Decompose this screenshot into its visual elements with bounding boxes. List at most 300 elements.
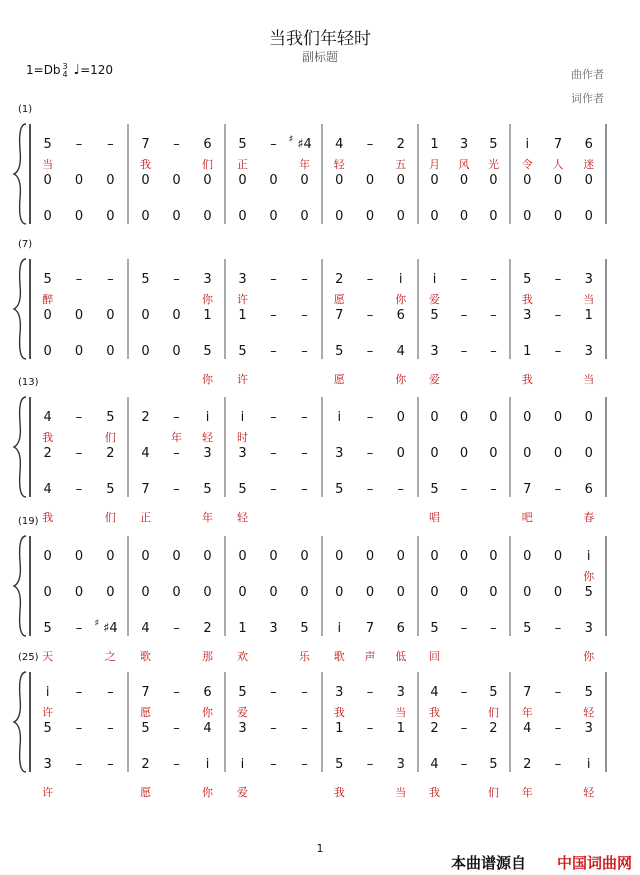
- lyric-syllable: 当: [395, 786, 407, 799]
- note-cell: –: [366, 721, 374, 736]
- barlines: [0, 110, 640, 230]
- note-cell: 4: [396, 344, 405, 359]
- note-cell: 4: [141, 446, 150, 461]
- lyric-syllable: 我: [333, 706, 345, 719]
- note-cell: 3: [396, 757, 405, 772]
- note-cell: 0: [141, 549, 150, 564]
- note-cell: 5: [43, 721, 52, 736]
- note-cell: 0: [172, 308, 181, 323]
- note-cell: 7: [335, 308, 344, 323]
- note-cell: 0: [430, 173, 439, 188]
- note-cell: 0: [172, 209, 181, 224]
- note-cell: –: [270, 410, 277, 425]
- note-cell: –: [554, 757, 562, 772]
- note-cell: –: [554, 482, 562, 497]
- note-cell: –: [460, 621, 468, 636]
- note-cell: 2: [335, 272, 344, 287]
- system-number: (19): [18, 516, 39, 527]
- note-cell: 4: [203, 721, 212, 736]
- lyric-syllable: 低: [395, 650, 407, 663]
- note-cell: 0: [396, 446, 405, 461]
- barlines: [0, 245, 640, 365]
- note-cell: i: [240, 757, 245, 772]
- note-cell: –: [75, 482, 83, 497]
- note-cell: –: [301, 344, 308, 359]
- source-label: 本曲谱源自: [450, 854, 526, 872]
- note-cell: 0: [106, 344, 115, 359]
- note-cell: –: [75, 757, 83, 772]
- note-cell: 5: [523, 621, 532, 636]
- lyric-syllable: 天: [42, 650, 54, 663]
- note-cell: –: [173, 757, 180, 772]
- note-cell: –: [173, 272, 180, 287]
- lyric-syllable: 我: [429, 786, 441, 799]
- site-name: 中国词曲网: [556, 854, 632, 872]
- note-cell: –: [397, 482, 404, 497]
- note-cell: –: [366, 410, 374, 425]
- note-cell: 0: [43, 173, 52, 188]
- note-cell: 0: [74, 549, 84, 564]
- note-cell: 3: [584, 621, 593, 636]
- note-cell: 0: [459, 173, 469, 188]
- note-cell: 0: [584, 209, 593, 224]
- note-cell: –: [301, 721, 308, 736]
- note-cell: 0: [269, 585, 278, 600]
- note-cell: 5: [489, 137, 498, 152]
- note-cell: 0: [584, 173, 593, 188]
- lyric-syllable: 当: [395, 706, 407, 719]
- lyric-syllable: 轻: [236, 511, 248, 524]
- system-number: (13): [18, 377, 39, 388]
- note-cell: –: [270, 446, 277, 461]
- lyric-syllable: 时: [236, 431, 248, 444]
- note-cell: –: [366, 482, 374, 497]
- note-cell: 5: [523, 272, 532, 287]
- note-cell: 0: [203, 585, 212, 600]
- note-cell: 0: [553, 410, 563, 425]
- note-cell: 5: [43, 137, 52, 152]
- lyric-syllable: 我: [333, 786, 345, 799]
- note-cell: –: [366, 757, 374, 772]
- note-cell: 0: [365, 173, 375, 188]
- note-cell: 2: [43, 446, 52, 461]
- note-cell: i: [525, 137, 530, 152]
- note-cell: –: [301, 757, 308, 772]
- note-cell: 0: [335, 173, 344, 188]
- time-signature-top: 3: [62, 61, 68, 71]
- note-cell: 0: [106, 173, 115, 188]
- note-cell: –: [173, 137, 180, 152]
- note-cell: 7: [523, 685, 532, 700]
- note-cell: –: [107, 757, 114, 772]
- note-cell: 5: [141, 272, 150, 287]
- note-cell: 0: [172, 549, 181, 564]
- note-cell: –: [270, 137, 277, 152]
- system-brace: [14, 124, 26, 224]
- note-cell: 0: [430, 585, 439, 600]
- lyric-syllable: 许: [42, 706, 54, 719]
- note-cell: 0: [74, 173, 84, 188]
- note-cell: 0: [396, 209, 405, 224]
- note-cell: –: [301, 685, 308, 700]
- note-cell: 0: [553, 173, 563, 188]
- note-cell: 3: [203, 272, 212, 287]
- note-cell: –: [173, 621, 180, 636]
- note-cell: 4: [523, 721, 532, 736]
- lyric-syllable: 当: [583, 373, 595, 386]
- note-cell: –: [460, 308, 468, 323]
- lyric-syllable: 我: [139, 158, 151, 171]
- note-cell: 1: [203, 308, 212, 323]
- note-cell: 5: [430, 621, 439, 636]
- note-cell: i: [398, 272, 403, 287]
- key-signature: 1=Db: [26, 63, 61, 77]
- note-cell: 1: [523, 344, 532, 359]
- note-cell: –: [301, 482, 308, 497]
- lyric-syllable: 轻: [583, 786, 595, 799]
- note-cell: 5: [335, 757, 344, 772]
- note-cell: –: [460, 685, 468, 700]
- quarter-note-icon: ♩: [73, 62, 81, 78]
- note-cell: 5: [489, 757, 498, 772]
- time-signature: [63, 63, 68, 79]
- note-cell: 0: [335, 209, 344, 224]
- note-cell: –: [554, 721, 562, 736]
- note-cell: 7: [365, 621, 375, 636]
- note-cell: 0: [489, 410, 498, 425]
- note-cell: 7: [141, 137, 150, 152]
- note-cell: 5: [238, 482, 247, 497]
- note-cell: 5: [43, 272, 52, 287]
- score-system: [0, 239, 640, 386]
- note-cell: 0: [523, 549, 532, 564]
- note-cell: ♯ ♯4: [100, 622, 120, 636]
- note-cell: –: [107, 685, 114, 700]
- note-cell: 3: [238, 446, 247, 461]
- note-cell: 5: [106, 482, 115, 497]
- note-cell: –: [460, 272, 468, 287]
- note-cell: 5: [238, 137, 247, 152]
- note-cell: 4: [43, 482, 52, 497]
- note-cell: –: [270, 757, 277, 772]
- lyric-syllable: 你: [583, 650, 595, 663]
- note-cell: –: [366, 137, 374, 152]
- lyric-syllable: 爱: [429, 373, 441, 386]
- lyric-syllable: 们: [202, 158, 214, 171]
- score-system: [0, 104, 640, 230]
- note-cell: 7: [141, 482, 150, 497]
- note-cell: –: [460, 721, 468, 736]
- note-cell: 4: [335, 137, 344, 152]
- note-cell: 0: [43, 308, 52, 323]
- note-cell: 0: [300, 209, 309, 224]
- lyric-syllable: 歌: [333, 650, 345, 663]
- note-cell: 6: [584, 482, 593, 497]
- note-cell: 0: [238, 173, 247, 188]
- note-cell: 4: [430, 685, 439, 700]
- note-cell: –: [75, 446, 83, 461]
- lyricist-credit: 词作者: [571, 92, 604, 105]
- note-cell: –: [490, 482, 497, 497]
- note-cell: –: [490, 272, 497, 287]
- note-cell: –: [490, 344, 497, 359]
- lyric-syllable: 爱: [236, 706, 248, 719]
- note-cell: 5: [430, 308, 439, 323]
- note-cell: 5: [430, 482, 439, 497]
- note-cell: 6: [396, 621, 405, 636]
- note-cell: 3: [523, 308, 532, 323]
- note-cell: 3: [335, 685, 344, 700]
- note-cell: 0: [203, 173, 212, 188]
- note-cell: i: [337, 621, 342, 636]
- note-cell: 0: [396, 549, 405, 564]
- note-cell: –: [75, 137, 83, 152]
- note-cell: 6: [203, 137, 212, 152]
- note-cell: 0: [238, 209, 247, 224]
- note-cell: 5: [43, 621, 52, 636]
- note-cell: –: [107, 721, 114, 736]
- note-cell: 3: [396, 685, 405, 700]
- note-cell: –: [270, 685, 277, 700]
- note-cell: 0: [106, 549, 115, 564]
- note-cell: 0: [269, 209, 278, 224]
- lyric-syllable: 五: [395, 158, 407, 171]
- note-cell: –: [75, 621, 83, 636]
- note-cell: 0: [365, 209, 375, 224]
- note-cell: 0: [365, 585, 375, 600]
- lyric-syllable: 乐: [299, 650, 311, 663]
- note-cell: 2: [141, 757, 150, 772]
- note-cell: 0: [269, 173, 278, 188]
- system-number: (1): [18, 104, 33, 115]
- note-cell: –: [75, 685, 83, 700]
- system-brace: [14, 397, 26, 497]
- note-cell: 6: [396, 308, 405, 323]
- lyric-syllable: 愿: [333, 373, 345, 386]
- note-cell: 3: [430, 344, 439, 359]
- note-cell: 0: [43, 344, 52, 359]
- note-cell: i: [205, 757, 210, 772]
- lyric-syllable: 爱: [236, 786, 248, 799]
- note-cell: 0: [74, 308, 84, 323]
- note-cell: 0: [523, 446, 532, 461]
- note-cell: –: [301, 446, 308, 461]
- note-cell: 0: [203, 549, 212, 564]
- note-cell: 0: [141, 585, 150, 600]
- note-cell: –: [173, 721, 180, 736]
- note-cell: 7: [141, 685, 150, 700]
- note-cell: 0: [430, 446, 439, 461]
- note-cell: –: [173, 482, 180, 497]
- lyric-syllable: 愿: [139, 706, 151, 719]
- lyric-syllable: 轻: [202, 431, 214, 444]
- note-cell: 0: [300, 549, 309, 564]
- note-cell: 2: [203, 621, 212, 636]
- song-subtitle: 副标题: [301, 50, 338, 64]
- lyric-syllable: 年: [299, 158, 311, 171]
- note-cell: –: [490, 308, 497, 323]
- note-cell: 0: [459, 209, 469, 224]
- note-cell: 0: [74, 344, 84, 359]
- note-cell: 6: [584, 137, 593, 152]
- system-number: (7): [18, 239, 33, 250]
- note-cell: 0: [489, 549, 498, 564]
- lyric-syllable: 欢: [236, 650, 248, 663]
- lyric-syllable: 我: [521, 373, 533, 386]
- lyric-syllable: 之: [104, 650, 116, 663]
- note-cell: i: [45, 685, 50, 700]
- note-cell: 2: [141, 410, 150, 425]
- lyric-syllable: 许: [236, 293, 248, 306]
- note-cell: 0: [396, 173, 405, 188]
- lyric-syllable: 我: [42, 431, 54, 444]
- note-cell: 3: [269, 621, 278, 636]
- lyric-syllable: 我: [521, 293, 533, 306]
- lyric-syllable: 当: [583, 293, 595, 306]
- note-cell: 5: [203, 344, 212, 359]
- lyric-syllable: 你: [395, 373, 407, 386]
- lyric-syllable: 许: [42, 786, 54, 799]
- lyric-syllable: 们: [487, 706, 499, 719]
- lyric-syllable: 你: [202, 706, 214, 719]
- note-cell: 5: [335, 482, 344, 497]
- lyric-syllable: 你: [395, 293, 407, 306]
- note-cell: –: [107, 272, 114, 287]
- lyric-syllable: 们: [104, 431, 116, 444]
- composer-credit: 曲作者: [571, 68, 604, 81]
- note-cell: 4: [43, 410, 52, 425]
- note-cell: –: [554, 272, 562, 287]
- note-cell: ♯ ♯4: [295, 138, 315, 152]
- note-cell: 0: [300, 173, 309, 188]
- lyric-syllable: 那: [202, 650, 214, 663]
- note-cell: –: [270, 482, 277, 497]
- note-cell: 0: [430, 410, 439, 425]
- note-cell: 5: [584, 585, 593, 600]
- note-cell: –: [366, 446, 374, 461]
- note-cell: 0: [553, 209, 563, 224]
- note-cell: 3: [584, 344, 593, 359]
- note-cell: 1: [430, 137, 439, 152]
- system-number: (25): [18, 652, 39, 663]
- note-cell: 0: [269, 549, 278, 564]
- note-cell: i: [337, 410, 342, 425]
- note-cell: 0: [335, 549, 344, 564]
- page-number: 1: [316, 842, 324, 855]
- note-cell: 2: [523, 757, 532, 772]
- system-brace: [14, 259, 26, 359]
- note-cell: 0: [74, 209, 84, 224]
- note-cell: 5: [106, 410, 115, 425]
- note-cell: 0: [459, 585, 469, 600]
- note-cell: 0: [203, 209, 212, 224]
- note-cell: 0: [553, 585, 563, 600]
- note-cell: 5: [300, 621, 309, 636]
- note-cell: 0: [459, 446, 469, 461]
- note-cell: 0: [396, 585, 405, 600]
- note-cell: –: [460, 344, 468, 359]
- note-cell: 1: [584, 308, 593, 323]
- note-cell: –: [554, 308, 562, 323]
- note-cell: 1: [335, 721, 344, 736]
- note-cell: 0: [396, 410, 405, 425]
- lyric-syllable: 爱: [429, 293, 441, 306]
- note-cell: –: [366, 685, 374, 700]
- note-cell: 0: [172, 173, 181, 188]
- note-cell: 0: [584, 410, 593, 425]
- note-cell: 1: [238, 308, 247, 323]
- note-cell: –: [270, 344, 277, 359]
- note-cell: –: [270, 721, 277, 736]
- lyric-syllable: 年: [202, 511, 214, 524]
- note-cell: –: [554, 685, 562, 700]
- note-cell: –: [75, 410, 83, 425]
- time-signature-bottom: 4: [62, 69, 68, 79]
- lyric-syllable: 年: [521, 706, 533, 719]
- note-cell: 0: [553, 549, 563, 564]
- lyric-syllable: 令: [521, 158, 533, 171]
- note-cell: 0: [43, 585, 52, 600]
- note-cell: –: [554, 344, 562, 359]
- note-cell: 0: [300, 585, 309, 600]
- note-cell: –: [75, 272, 83, 287]
- note-cell: –: [173, 410, 180, 425]
- lyric-syllable: 年: [521, 786, 533, 799]
- lyric-syllable: 风: [458, 158, 470, 171]
- note-cell: 0: [489, 585, 498, 600]
- note-cell: 0: [489, 446, 498, 461]
- lyric-syllable: 声: [364, 650, 376, 663]
- note-cell: 5: [489, 685, 498, 700]
- lyric-syllable: 轻: [333, 158, 345, 171]
- note-cell: –: [173, 446, 180, 461]
- note-cell: 3: [238, 272, 247, 287]
- note-cell: 0: [489, 209, 498, 224]
- note-cell: –: [460, 482, 468, 497]
- lyric-syllable: 愿: [139, 786, 151, 799]
- note-cell: –: [173, 685, 180, 700]
- note-cell: –: [270, 272, 277, 287]
- note-cell: i: [586, 549, 591, 564]
- note-cell: 3: [335, 446, 344, 461]
- lyric-syllable: 唱: [429, 511, 441, 524]
- note-cell: 0: [523, 173, 532, 188]
- lyric-syllable: 光: [487, 158, 499, 171]
- note-cell: 3: [584, 272, 593, 287]
- note-cell: 1: [396, 721, 405, 736]
- note-cell: i: [586, 757, 591, 772]
- note-cell: 0: [141, 173, 150, 188]
- note-cell: 3: [459, 137, 469, 152]
- lyric-syllable: 我: [429, 706, 441, 719]
- note-cell: –: [270, 308, 277, 323]
- note-cell: 0: [106, 209, 115, 224]
- lyric-syllable: 你: [583, 570, 595, 583]
- note-cell: 0: [523, 410, 532, 425]
- note-cell: 0: [489, 173, 498, 188]
- note-cell: –: [490, 621, 497, 636]
- note-cell: 0: [430, 549, 439, 564]
- note-cell: –: [301, 308, 308, 323]
- note-cell: –: [107, 137, 114, 152]
- note-cell: 2: [106, 446, 115, 461]
- note-cell: –: [301, 272, 308, 287]
- note-cell: 2: [396, 137, 405, 152]
- note-cell: 5: [141, 721, 150, 736]
- note-cell: 3: [203, 446, 212, 461]
- lyric-syllable: 轻: [583, 706, 595, 719]
- note-cell: 0: [43, 209, 52, 224]
